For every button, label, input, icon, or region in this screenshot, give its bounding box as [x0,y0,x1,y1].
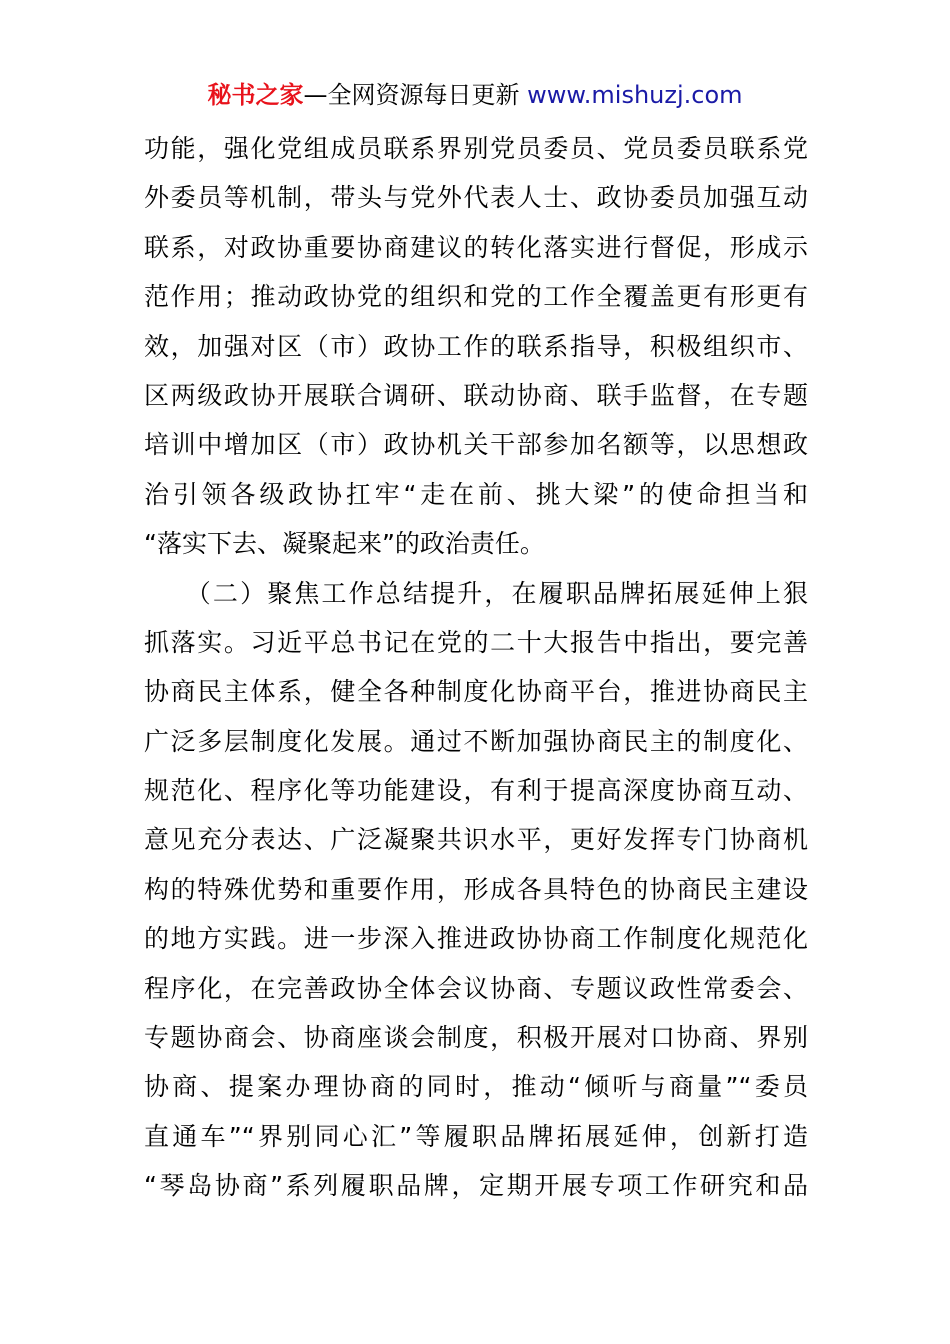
text-line: 协商民主体系，健全各种制度化协商平台，推进协商民主 [144,677,808,707]
text-line: 培训中增加区（市）政协机关干部参加名额等，以思想政 [144,430,808,460]
site-url[interactable]: www.mishuzj.com [527,81,743,109]
text-line: 规范化、程序化等功能建设，有利于提高深度协商互动、 [144,776,808,806]
text-line: 协商、提案办理协商的同时，推动“倾听与商量”“委员 [144,1072,808,1102]
text-line: “落实下去、凝聚起来”的政治责任。 [144,529,545,559]
text-line: 治引领各级政协扛牢“走在前、挑大梁”的使命担当和 [144,479,808,509]
text-line: 联系，对政协重要协商建议的转化落实进行督促，形成示 [144,232,808,262]
text-line: 外委员等机制，带头与党外代表人士、政协委员加强互动 [144,183,808,213]
site-brand: 秘书之家 [207,81,304,109]
text-line: 的地方实践。进一步深入推进政协协商工作制度化规范化 [144,924,808,954]
text-line: 意见充分表达、广泛凝聚共识水平，更好发挥专门协商机 [144,825,808,855]
text-line: 广泛多层制度化发展。通过不断加强协商民主的制度化、 [144,726,808,756]
text-line: 功能，强化党组成员联系界别党员委员、党员委员联系党 [144,134,808,163]
text-line: 效，加强对区（市）政协工作的联系指导，积极组织市、 [144,331,808,361]
text-line: （二）聚焦工作总结提升，在履职品牌拓展延伸上狠 [144,578,808,608]
text-line: “琴岛协商”系列履职品牌，定期开展专项工作研究和品 [144,1171,808,1201]
text-line: 程序化，在完善政协全体会议协商、专题议政性常委会、 [144,973,808,1003]
text-line: 构的特殊优势和重要作用，形成各具特色的协商民主建设 [144,874,808,904]
text-line: 区两级政协开展联合调研、联动协商、联手监督，在专题 [144,380,808,410]
document-body [144,124,808,1211]
text-line: 范作用；推动政协党的组织和党的工作全覆盖更有形更有 [144,282,808,312]
site-tagline: —全网资源每日更新 [303,81,520,109]
text-line: 抓落实。习近平总书记在党的二十大报告中指出，要完善 [144,627,808,657]
text-line: 直通车”“界别同心汇”等履职品牌拓展延伸，创新打造 [144,1121,808,1151]
site-header [0,78,950,112]
text-line: 专题协商会、协商座谈会制度，积极开展对口协商、界别 [144,1023,808,1053]
